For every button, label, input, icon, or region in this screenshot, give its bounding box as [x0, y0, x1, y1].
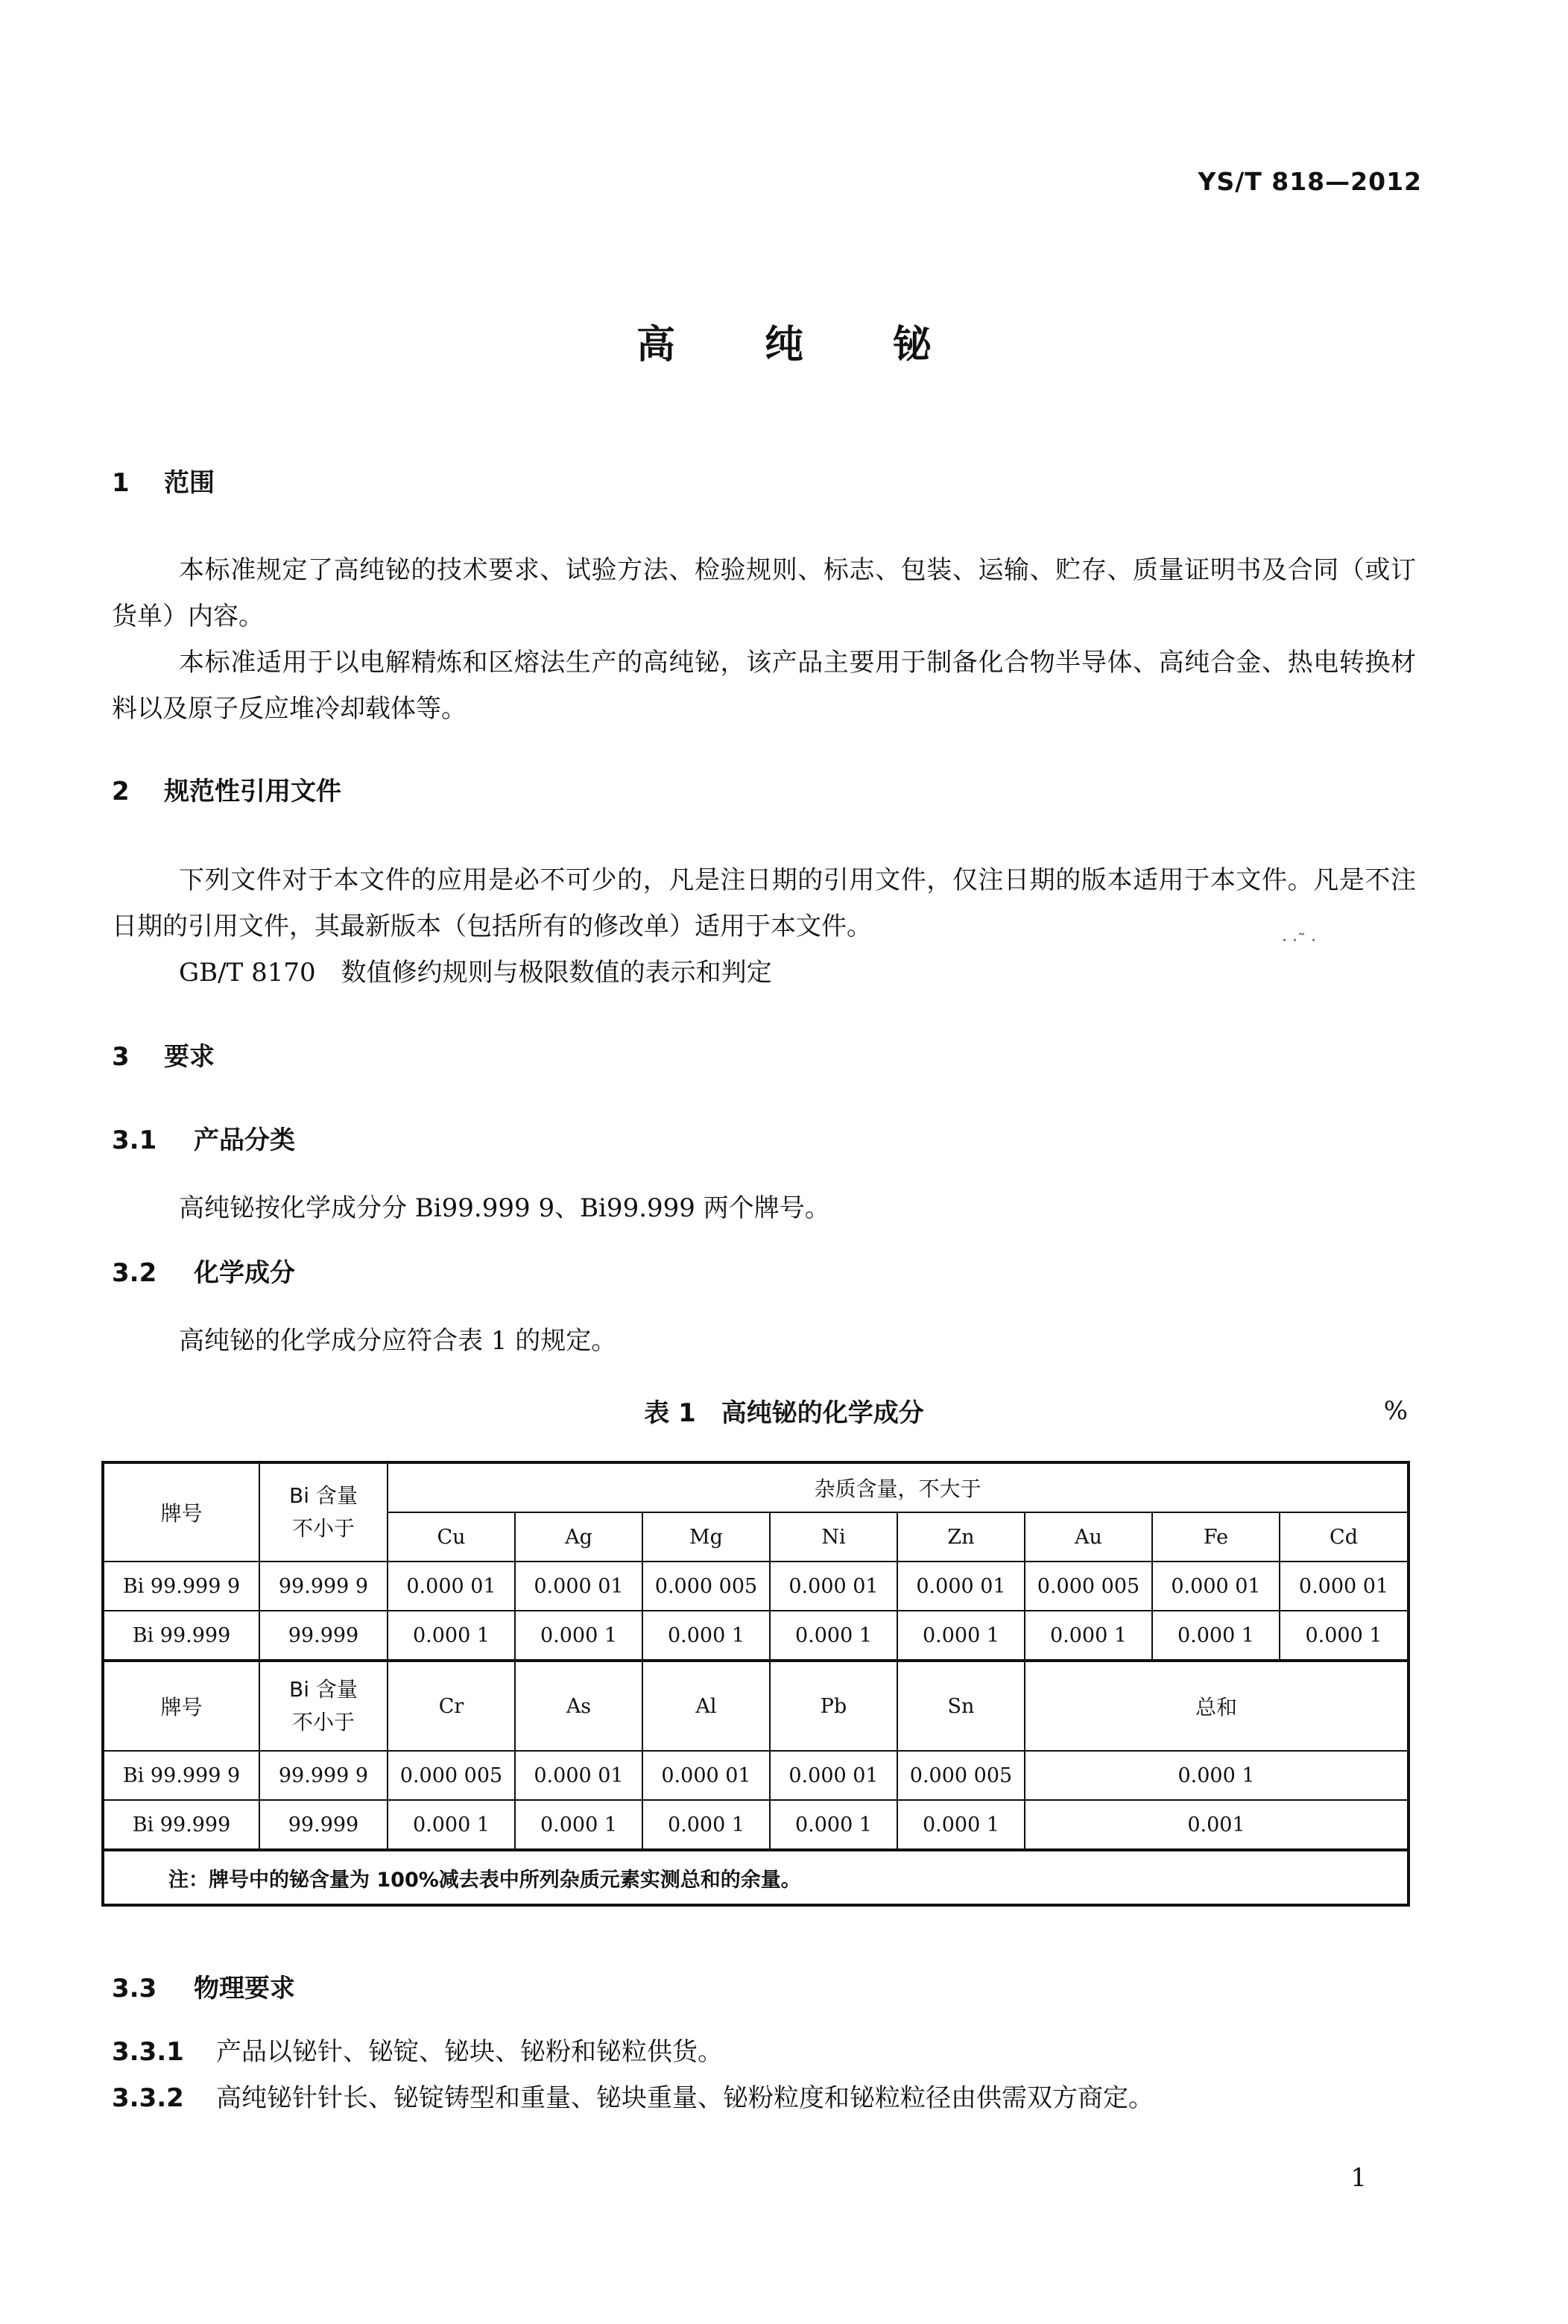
- section-3-3-heading: [112, 1968, 295, 2004]
- table-row: [103, 1562, 1409, 1611]
- header-grade: 牌号: [103, 1462, 259, 1562]
- value-cell: 0.000 1: [642, 1800, 770, 1850]
- section-3-1-heading: [112, 1120, 295, 1156]
- section-3-1-text: 高纯铋按化学成分分 Bi99.999 9、Bi99.999 两个牌号。: [179, 1193, 830, 1223]
- element-header: Cu: [388, 1512, 515, 1562]
- value-cell: 0.000 1: [1152, 1611, 1280, 1661]
- value-cell: 0.000 01: [897, 1562, 1025, 1611]
- section-3-3-2: [112, 2075, 1416, 2121]
- header-impurity: 杂质含量，不大于: [388, 1462, 1409, 1512]
- document-title: 高纯铋: [636, 323, 1021, 367]
- header-bi-line1: Bi 含量: [289, 1677, 358, 1702]
- value-cell: 0.000 1: [897, 1800, 1025, 1850]
- total-cell: 0.000 1: [1025, 1751, 1409, 1800]
- page-number: 1: [1350, 2163, 1367, 2193]
- section-number: 1: [112, 468, 130, 498]
- value-cell: 0.000 005: [388, 1751, 515, 1800]
- value-cell: 0.000 1: [770, 1800, 897, 1850]
- table-note: 注：牌号中的铋含量为 100%减去表中所列杂质元素实测总和的余量。: [103, 1850, 1409, 1905]
- bi-cell: 99.999: [259, 1800, 388, 1850]
- section-number: 3.1: [112, 1125, 157, 1155]
- section-text: 高纯铋针针长、铋锭铸型和重量、铋块重量、铋粉粒度和铋粒粒径由供需双方商定。: [216, 2083, 1154, 2113]
- section-number: 3: [112, 1042, 130, 1072]
- element-header: Ni: [770, 1512, 897, 1562]
- section-1-paragraph-2: 本标准适用于以电解精炼和区熔法生产的高纯铋，该产品主要用于制备化合物半导体、高纯合金、热电转换材料以及原子反应堆冷却载体等。: [112, 648, 1416, 724]
- value-cell: 0.000 1: [642, 1611, 770, 1661]
- element-header: Zn: [897, 1512, 1025, 1562]
- value-cell: 0.000 1: [1280, 1611, 1409, 1661]
- value-cell: 0.000 1: [770, 1611, 897, 1661]
- bi-cell: 99.999 9: [259, 1562, 388, 1611]
- header-bi-content: [259, 1661, 388, 1751]
- value-cell: 0.000 1: [515, 1611, 642, 1661]
- table-caption: 表 1 高纯铋的化学成分: [644, 1398, 924, 1428]
- element-header: Sn: [897, 1661, 1025, 1751]
- grade-cell: Bi 99.999: [103, 1800, 259, 1850]
- table-row: [103, 1800, 1409, 1850]
- section-title: 规范性引用文件: [164, 777, 341, 806]
- section-3-3-1: [112, 2029, 1416, 2075]
- standard-code: YS/T 818—2012: [1198, 167, 1422, 196]
- value-cell: 0.000 1: [388, 1611, 515, 1661]
- scan-speck: · ·˜ ·: [1282, 932, 1316, 950]
- header-bi-line2: 不小于: [291, 1710, 355, 1734]
- table-unit: %: [1383, 1396, 1408, 1426]
- section-title: 产品分类: [194, 1125, 295, 1155]
- section-2-heading: [112, 771, 341, 807]
- section-2-paragraph: 下列文件对于本文件的应用是必不可少的，凡是注日期的引用文件，仅注日期的版本适用于本文件。凡是不注日期的引用文件，其最新版本（包括所有的修改单）适用于本文件。: [112, 865, 1416, 941]
- value-cell: 0.000 005: [1025, 1562, 1152, 1611]
- element-header: Cr: [388, 1661, 515, 1751]
- header-bi-line2: 不小于: [291, 1516, 355, 1541]
- bi-cell: 99.999: [259, 1611, 388, 1661]
- value-cell: 0.000 005: [897, 1751, 1025, 1800]
- element-header: Fe: [1152, 1512, 1280, 1562]
- header-total: 总和: [1025, 1661, 1409, 1751]
- grade-cell: Bi 99.999: [103, 1611, 259, 1661]
- section-number: 2: [112, 777, 130, 806]
- table-row: [103, 1611, 1409, 1661]
- value-cell: 0.000 005: [642, 1562, 770, 1611]
- value-cell: 0.000 1: [515, 1800, 642, 1850]
- value-cell: 0.000 01: [770, 1562, 897, 1611]
- value-cell: 0.000 01: [770, 1751, 897, 1800]
- value-cell: 0.000 1: [388, 1800, 515, 1850]
- section-title: 物理要求: [194, 1974, 295, 2003]
- section-number: 3.3.1: [112, 2037, 184, 2067]
- normative-reference: GB/T 8170 数值修约规则与极限数值的表示和判定: [179, 958, 772, 988]
- section-number: 3.3.2: [112, 2083, 184, 2113]
- element-header: Ag: [515, 1512, 642, 1562]
- bi-cell: 99.999 9: [259, 1751, 388, 1800]
- element-header: Al: [642, 1661, 770, 1751]
- element-header: Mg: [642, 1512, 770, 1562]
- header-grade: 牌号: [103, 1661, 259, 1751]
- section-title: 要求: [164, 1042, 215, 1072]
- section-title: 化学成分: [194, 1258, 295, 1288]
- grade-cell: Bi 99.999 9: [103, 1562, 259, 1611]
- section-3-2-text: 高纯铋的化学成分应符合表 1 的规定。: [179, 1326, 617, 1356]
- value-cell: 0.000 1: [897, 1611, 1025, 1661]
- value-cell: 0.000 01: [1152, 1562, 1280, 1611]
- value-cell: 0.000 01: [388, 1562, 515, 1611]
- section-number: 3.2: [112, 1258, 157, 1288]
- value-cell: 0.000 01: [515, 1751, 642, 1800]
- section-3-2-heading: [112, 1252, 295, 1289]
- header-bi-content: [259, 1462, 388, 1562]
- element-header: As: [515, 1661, 642, 1751]
- section-1-paragraph-1: 本标准规定了高纯铋的技术要求、试验方法、检验规则、标志、包装、运输、贮存、质量证明书及合同（或订货单）内容。: [112, 555, 1416, 631]
- value-cell: 0.000 1: [1025, 1611, 1152, 1661]
- value-cell: 0.000 01: [642, 1751, 770, 1800]
- element-header: Pb: [770, 1661, 897, 1751]
- value-cell: 0.000 01: [1280, 1562, 1409, 1611]
- section-1-heading: [112, 462, 215, 499]
- section-number: 3.3: [112, 1974, 157, 2003]
- chemical-composition-table: [101, 1461, 1410, 1907]
- header-bi-line1: Bi 含量: [289, 1483, 358, 1508]
- section-text: 产品以铋针、铋锭、铋块、铋粉和铋粒供货。: [216, 2037, 723, 2067]
- grade-cell: Bi 99.999 9: [103, 1751, 259, 1800]
- element-header: Au: [1025, 1512, 1152, 1562]
- section-title: 范围: [164, 468, 215, 498]
- total-cell: 0.001: [1025, 1800, 1409, 1850]
- section-3-heading: [112, 1036, 215, 1073]
- table-row: [103, 1751, 1409, 1800]
- element-header: Cd: [1280, 1512, 1409, 1562]
- value-cell: 0.000 01: [515, 1562, 642, 1611]
